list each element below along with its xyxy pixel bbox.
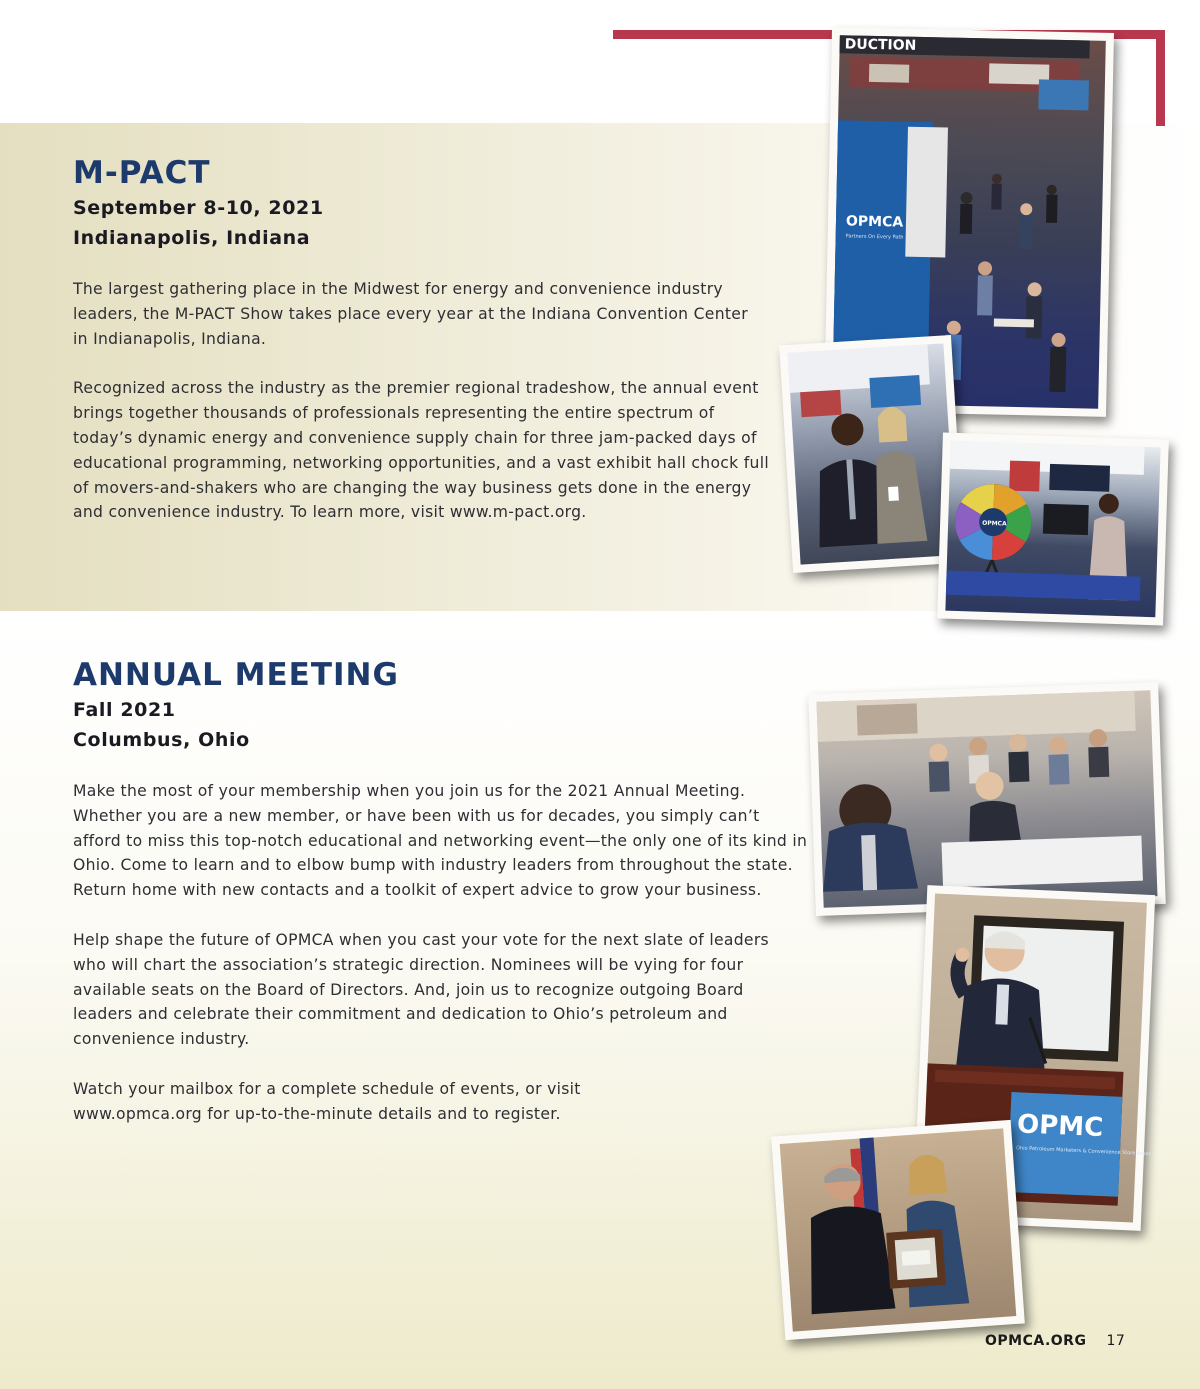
mpact-title: M-PACT: [73, 155, 211, 191]
annual-meeting-paragraph-2: Help shape the future of OPMCA when you cast your vote for the next slate of leaders who will chart the association’s strategic direction. Nominees will be vying for four available seats on the Board of Directors. And, join us to recognize outgoing Board leaders and celebrate their commitment and dedication to Ohio’s petroleum and convenience industry.: [73, 930, 769, 1049]
podium-sub-text: Ohio Petroleum Marketers & Convenience Store Assoc.: [1015, 1145, 1153, 1158]
accent-bar-side: [1156, 30, 1165, 126]
annual-meeting-section: [73, 657, 808, 1127]
photo-seminar-audience: [808, 682, 1166, 916]
annual-meeting-dates: Fall 2021: [73, 699, 176, 721]
page-footer: [985, 1333, 1125, 1349]
annual-meeting-paragraph-3: Watch your mailbox for a complete schedule of events, or visit www.opmca.org for up-to-the-minute details and to register.: [73, 1079, 581, 1123]
mpact-paragraph-1: The largest gathering place in the Midwest for energy and convenience industry leaders, the M-PACT Show takes place every year at the Indiana Convention Center in Indianapolis, Indiana.: [73, 280, 748, 348]
footer-site-link[interactable]: OPMCA.ORG: [985, 1333, 1087, 1349]
wheel-label-text: OPMCA: [982, 519, 1007, 528]
annual-meeting-paragraph-1: Make the most of your membership when you join us for the 2021 Annual Meeting. Whether you are a new member, or have been with us for decades, you simply can’t afford to miss this top-notch educational and networking event—the only one of its kind in Ohio. Come to learn and to elbow bump with industry leaders from throughout the state. Return home with new contacts and a toolkit of expert advice to grow your business.: [73, 782, 808, 900]
mpact-dates: September 8-10, 2021: [73, 197, 324, 219]
annual-meeting-title: ANNUAL MEETING: [73, 657, 399, 693]
booth-top-sign: DUCTION: [844, 36, 917, 54]
photo-two-attendees: [779, 335, 965, 573]
podium-sign-text: OPMC: [1016, 1109, 1104, 1144]
booth-tagline-text: Partners On Every Path: [845, 233, 904, 241]
mpact-paragraph-2: Recognized across the industry as the premier regional tradeshow, the annual event brings together thousands of professionals representing the entire spectrum of today’s dynamic energy and convenience supply chain for three jam-packed days of educational programming, networking opportunities, and a vast exhibit hall chock full of movers-and-shakers who are changing the way business gets done in the energy and convenience industry. To learn more, visit www.m-pact.org.: [73, 379, 769, 522]
booth-sign-text: OPMCA: [845, 213, 904, 231]
annual-meeting-location: Columbus, Ohio: [73, 729, 250, 751]
photo-prize-wheel: [937, 432, 1169, 625]
photo-award-presentation: [771, 1120, 1025, 1340]
mpact-location: Indianapolis, Indiana: [73, 227, 311, 249]
page-number: 17: [1106, 1333, 1126, 1349]
mpact-section: [73, 155, 773, 525]
